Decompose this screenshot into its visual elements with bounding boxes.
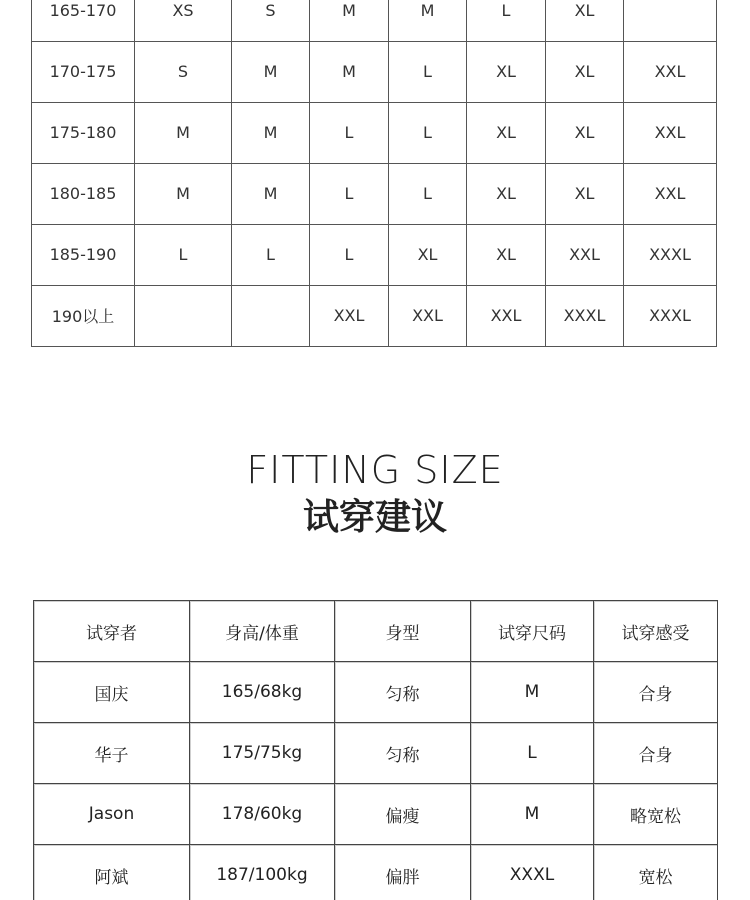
size-cell: XL xyxy=(546,102,624,163)
body-type-cell: 匀称 xyxy=(335,723,471,784)
body-type-cell: 偏瘦 xyxy=(335,784,471,845)
size-cell: XXXL xyxy=(624,285,717,346)
height-weight-cell: 178/60kg xyxy=(190,784,335,845)
size-cell: L xyxy=(310,224,389,285)
table-row xyxy=(32,0,717,41)
size-cell: L xyxy=(467,0,546,41)
size-chart-table xyxy=(31,0,717,347)
size-cell: L xyxy=(389,41,467,102)
size-cell: XL xyxy=(467,163,546,224)
height-weight-cell: 165/68kg xyxy=(190,662,335,723)
size-cell: M xyxy=(135,102,232,163)
size-cell: XXXL xyxy=(471,845,594,900)
size-cell: M xyxy=(310,41,389,102)
section-title-zh: 试穿建议 xyxy=(302,497,447,538)
size-cell: XXL xyxy=(624,102,717,163)
table-row xyxy=(32,285,717,346)
tester-cell: Jason xyxy=(34,784,190,845)
tester-cell: 国庆 xyxy=(34,662,190,723)
size-cell: XL xyxy=(467,102,546,163)
height-range-cell: 170-175 xyxy=(32,41,135,102)
size-cell xyxy=(135,285,232,346)
size-cell: L xyxy=(389,102,467,163)
section-title-en: FITTING SIZE xyxy=(246,448,504,492)
size-cell: M xyxy=(135,163,232,224)
table-row xyxy=(32,41,717,102)
size-cell: M xyxy=(232,41,310,102)
size-cell: XXL xyxy=(467,285,546,346)
size-cell: XL xyxy=(467,224,546,285)
size-cell: L xyxy=(471,723,594,784)
size-cell: M xyxy=(232,163,310,224)
size-cell: L xyxy=(310,163,389,224)
size-cell: L xyxy=(389,163,467,224)
height-range-cell: 180-185 xyxy=(32,163,135,224)
size-cell: XXL xyxy=(310,285,389,346)
tester-cell: 阿斌 xyxy=(34,845,190,900)
height-weight-cell: 175/75kg xyxy=(190,723,335,784)
feel-cell: 合身 xyxy=(594,662,718,723)
size-cell: S xyxy=(135,41,232,102)
table-row xyxy=(32,163,717,224)
size-cell: M xyxy=(471,662,594,723)
feel-cell: 宽松 xyxy=(594,845,718,900)
size-cell: M xyxy=(471,784,594,845)
size-cell: XXL xyxy=(624,163,717,224)
table-header-row xyxy=(34,601,718,662)
table-row xyxy=(34,662,718,723)
table-row xyxy=(34,845,718,900)
size-cell: S xyxy=(232,0,310,41)
body-type-cell: 偏胖 xyxy=(335,845,471,900)
height-range-cell: 165-170 xyxy=(32,0,135,41)
tester-cell: 华子 xyxy=(34,723,190,784)
size-cell: XXL xyxy=(389,285,467,346)
table-row xyxy=(34,784,718,845)
table-row xyxy=(32,102,717,163)
header-cell-body-type: 身型 xyxy=(335,601,471,662)
size-cell: XXXL xyxy=(624,224,717,285)
header-cell-size: 试穿尺码 xyxy=(471,601,594,662)
size-cell: XXXL xyxy=(546,285,624,346)
body-type-cell: 匀称 xyxy=(335,662,471,723)
size-cell: XL xyxy=(546,0,624,41)
feel-cell: 略宽松 xyxy=(594,784,718,845)
size-cell: XL xyxy=(546,41,624,102)
header-cell-height-weight: 身高/体重 xyxy=(190,601,335,662)
height-weight-cell: 187/100kg xyxy=(190,845,335,900)
size-cell: XXL xyxy=(624,41,717,102)
size-cell: M xyxy=(232,102,310,163)
size-cell: M xyxy=(389,0,467,41)
fitting-table xyxy=(33,600,718,900)
size-cell: XS xyxy=(135,0,232,41)
size-cell xyxy=(232,285,310,346)
table-row xyxy=(34,723,718,784)
feel-cell: 合身 xyxy=(594,723,718,784)
size-cell: XXL xyxy=(546,224,624,285)
size-cell: L xyxy=(232,224,310,285)
header-cell-feel: 试穿感受 xyxy=(594,601,718,662)
size-cell: XL xyxy=(389,224,467,285)
header-cell-tester: 试穿者 xyxy=(34,601,190,662)
size-cell: XL xyxy=(546,163,624,224)
size-cell xyxy=(624,0,717,41)
table-row xyxy=(32,224,717,285)
height-range-cell: 185-190 xyxy=(32,224,135,285)
size-cell: L xyxy=(310,102,389,163)
size-cell: L xyxy=(135,224,232,285)
height-range-cell: 190以上 xyxy=(32,285,135,346)
size-cell: M xyxy=(310,0,389,41)
size-cell: XL xyxy=(467,41,546,102)
height-range-cell: 175-180 xyxy=(32,102,135,163)
